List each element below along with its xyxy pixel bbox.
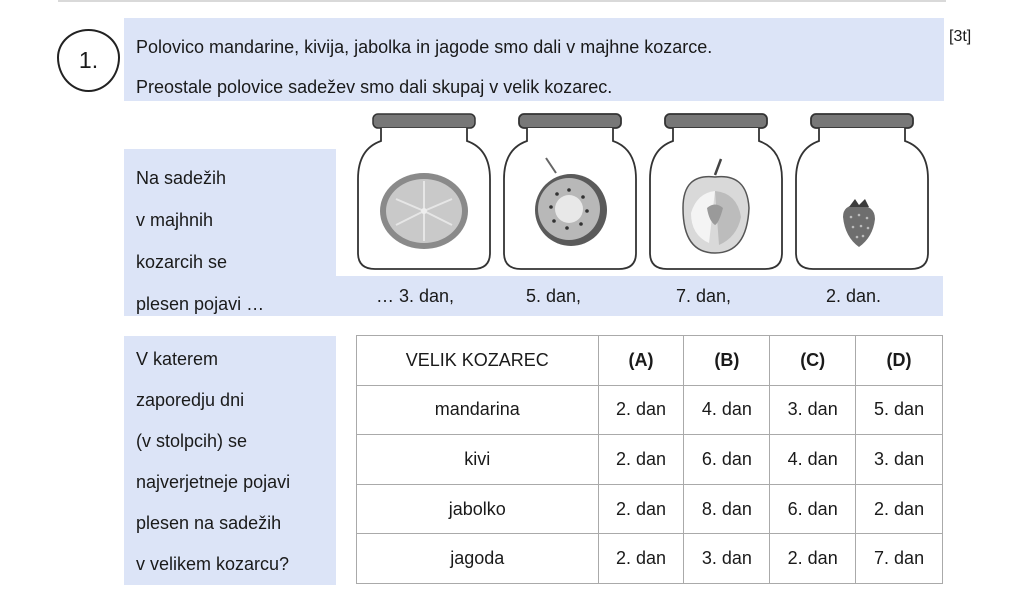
caption-line: plesen pojavi … bbox=[136, 294, 265, 314]
table-row bbox=[357, 385, 943, 435]
day-cell: 3. dan bbox=[856, 435, 943, 485]
option-c-header: (C) bbox=[770, 336, 856, 386]
question-line: (v stolpcih) se bbox=[136, 431, 248, 451]
small-jars-caption bbox=[124, 149, 336, 316]
question-number-badge bbox=[57, 29, 120, 92]
caption-line: Na sadežih bbox=[136, 168, 227, 188]
fruit-cell: jagoda bbox=[357, 534, 599, 584]
day-cell: 6. dan bbox=[684, 435, 770, 485]
table-row bbox=[357, 534, 943, 584]
day-cell: 2. dan bbox=[770, 534, 856, 584]
day-cell: 3. dan bbox=[770, 385, 856, 435]
jar-kiwi bbox=[501, 113, 639, 273]
question-line: najverjetneje pojavi bbox=[136, 472, 291, 492]
fruit-cell: jabolko bbox=[357, 484, 599, 534]
big-jar-question bbox=[124, 336, 336, 585]
day-cell: 4. dan bbox=[770, 435, 856, 485]
day-cell: 3. dan bbox=[684, 534, 770, 584]
jar-day-label: … 3. dan, bbox=[376, 286, 455, 306]
question-line: zaporedju dni bbox=[136, 390, 245, 410]
jar-orange bbox=[355, 113, 493, 273]
option-b-header: (B) bbox=[684, 336, 770, 386]
caption-line: v majhnih bbox=[136, 210, 214, 230]
fruit-cell: mandarina bbox=[357, 385, 599, 435]
prompt-line: Polovico mandarine, kivija, jabolka in jagode smo dali v majhne kozarce. bbox=[136, 37, 713, 57]
day-cell: 5. dan bbox=[856, 385, 943, 435]
day-cell: 2. dan bbox=[598, 435, 684, 485]
jar-apple bbox=[647, 113, 785, 273]
question-line: V katerem bbox=[136, 349, 219, 369]
jar-day-label: 5. dan, bbox=[526, 286, 582, 306]
day-cell: 2. dan bbox=[598, 534, 684, 584]
day-cell: 7. dan bbox=[856, 534, 943, 584]
points-label: [3t] bbox=[949, 28, 972, 45]
day-cell: 6. dan bbox=[770, 484, 856, 534]
orange-half-icon bbox=[380, 173, 468, 249]
jar-day-label: 7. dan, bbox=[676, 286, 732, 306]
question-line: plesen na sadežih bbox=[136, 513, 282, 533]
day-cell: 2. dan bbox=[598, 484, 684, 534]
header-cell: VELIK KOZAREC bbox=[357, 336, 599, 386]
caption-line: kozarcih se bbox=[136, 252, 228, 272]
option-a-header: (A) bbox=[598, 336, 684, 386]
day-cell: 2. dan bbox=[856, 484, 943, 534]
prompt-line: Preostale polovice sadežev smo dali skupaj v velik kozarec. bbox=[136, 77, 613, 97]
jar-strawberry bbox=[793, 113, 931, 273]
question-number: 1. bbox=[78, 47, 99, 73]
day-cell: 2. dan bbox=[598, 385, 684, 435]
option-d-header: (D) bbox=[856, 336, 943, 386]
options-table bbox=[356, 335, 943, 584]
question-line: v velikem kozarcu? bbox=[136, 554, 290, 574]
table-row bbox=[357, 484, 943, 534]
table-header-row bbox=[357, 336, 943, 386]
question-prompt bbox=[124, 18, 944, 101]
day-cell: 4. dan bbox=[684, 385, 770, 435]
top-rule bbox=[58, 0, 946, 2]
day-cell: 8. dan bbox=[684, 484, 770, 534]
jar-day-label: 2. dan. bbox=[826, 286, 882, 306]
fruit-cell: kivi bbox=[357, 435, 599, 485]
table-row bbox=[357, 435, 943, 485]
